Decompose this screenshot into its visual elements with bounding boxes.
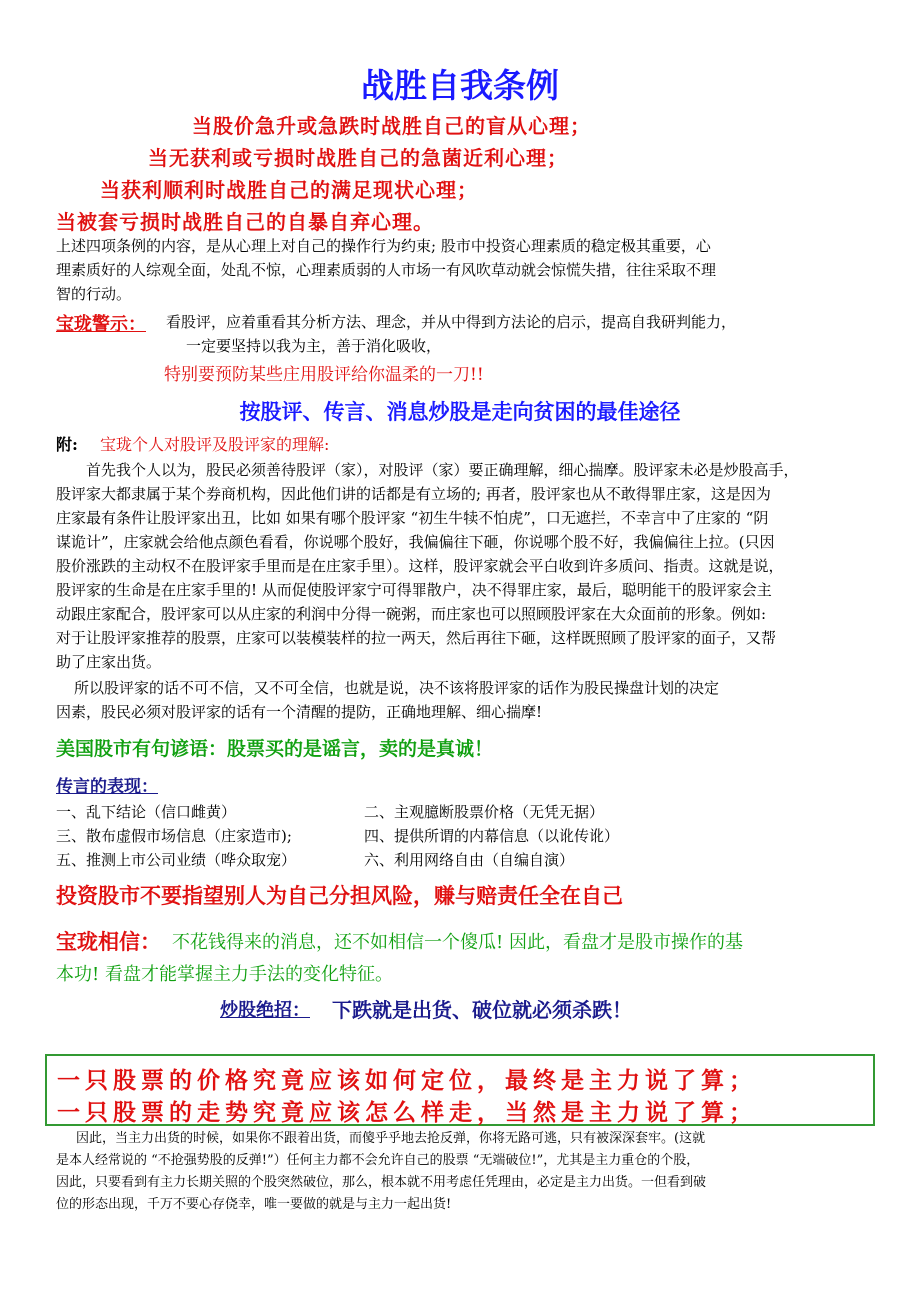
rule-3: 当获利顺利时战胜自己的满足现状心理； [100, 178, 478, 202]
essay-line-8: 对于让股评家推荐的股票，庄家可以装模装样的拉一两天，然后再往下砸，这样既照顾了股评家的面子，又帮 [56, 629, 777, 647]
essay-line-7: 动跟庄家配合，股评家可以从庄家的利润中分得一碗粥，而庄家也可以照顾股评家在大众面前的形象。例如: [56, 605, 767, 623]
rule-1: 当股价急升或急跌时战胜自己的盲从心理； [192, 114, 591, 138]
us-proverb: 美国股市有句谚语：股票买的是谣言，卖的是真诚！ [56, 738, 494, 760]
final-line-2: 是本人经常说的 “不抢强势股的反弹!”）任何主力都不会允许自己的股票 “无端破位!”，尤其是主力重仓的个股， [56, 1153, 700, 1168]
belief-line-2: 本功! 看盘才能掌握主力手法的变化特征。 [56, 964, 393, 985]
rumor-label: 传言的表现： [56, 777, 158, 797]
trick-text: 下跌就是出货、破位就必须杀跌！ [332, 998, 632, 1022]
rumor-item-3: 三、散布虚假市场信息（庄家造市); [56, 827, 292, 845]
essay-line-2: 股评家大都隶属于某个券商机构，因此他们讲的话都是有立场的; 再者，股评家也从不敢得罪庄家，这是因为 [56, 485, 771, 503]
rule-2: 当无获利或亏损时战胜自己的急菌近利心理； [148, 146, 568, 170]
essay-line-1: 首先我个人以为，股民必须善待股评（家），对股评（家）要正确理解，细心揣摩。股评家未必是炒股高手， [86, 461, 799, 479]
warning-label: 宝珑警示： [56, 314, 146, 335]
box-line-1: 一只股票的价格究竟应该如何定位，最终是主力说了算； [57, 1068, 757, 1094]
rumor-item-2: 二、主观臆断股票价格（无凭无据） [364, 803, 605, 821]
intro-line-1: 上述四项条例的内容，是从心理上对自己的操作行为约束; 股市中投资心理素质的稳定极其重要，心 [56, 237, 711, 255]
essay-line-4: 谋诡计”，庄家就会给他点颜色看看，你说哪个股好，我偏偏往下砸，你说哪个股不好，我偏偏往上拉。(只因 [56, 533, 775, 551]
essay-line-6: 股评家的生命是在庄家手里的! 从而促使股评家宁可得罪散户，决不得罪庄家，最后，聪明能干的股评家会主 [56, 581, 772, 599]
box-line-2: 一只股票的走势究竟应该怎么样走，当然是主力说了算； [57, 1100, 757, 1126]
intro-line-3: 智的行动。 [56, 285, 132, 303]
trick-label: 炒股绝招： [220, 1000, 310, 1021]
intro-line-2: 理素质好的人综观全面，处乱不惊，心理素质弱的人市场一有风吹草动就会惊慌失措，往往采取不理 [56, 261, 717, 279]
appendix-title: 宝珑个人对股评及股评家的理解: [100, 435, 330, 454]
risk-heading: 投资股市不要指望别人为自己分担风险，赚与赔责任全在自己 [56, 884, 623, 908]
rumor-item-4: 四、提供所谓的内幕信息（以讹传讹） [364, 827, 620, 845]
warning-line-1: 看股评，应着重看其分析方法、理念，并从中得到方法论的启示，提高自我研判能力， [166, 313, 737, 331]
essay-line-9: 助了庄家出货。 [56, 653, 162, 671]
page-title: 战胜自我条例 [361, 66, 559, 105]
belief-line-1: 不花钱得来的消息，还不如相信一个傻瓜! 因此，看盘才是股市操作的基 [172, 932, 743, 953]
rumor-item-5: 五、推测上市公司业绩（哗众取宠） [56, 851, 297, 869]
warning-line-3: 特别要预防某些庄用股评给你温柔的一刀!! [164, 365, 484, 385]
final-line-4: 位的形态出现，千万不要心存侥幸，唯一要做的就是与主力一起出货! [56, 1197, 452, 1212]
final-line-1: 因此，当主力出货的时候，如果你不跟着出货，而傻乎乎地去抢反弹，你将无路可逃，只有被深深套牢。(这就 [76, 1131, 706, 1146]
rumor-heading: 按股评、传言、消息炒股是走向贫困的最佳途径 [239, 400, 681, 424]
conclusion-line-1: 所以股评家的话不可不信，又不可全信，也就是说，决不该将股评家的话作为股民操盘计划的决定 [74, 679, 720, 697]
rule-4: 当被套亏损时战胜自己的自暴自弃心理。 [56, 210, 434, 234]
essay-line-5: 股价涨跌的主动权不在股评家手里而是在庄家手里）。这样，股评家就会平白收到许多质问、指责。这就是说， [56, 557, 784, 575]
emphasis-box [45, 1054, 875, 1126]
final-line-3: 因此，只要看到有主力长期关照的个股突然破位，那么，根本就不用考虑任凭理由，必定是主力出货。一但看到破 [56, 1175, 707, 1190]
rumor-item-6: 六、利用网络自由（自编自演） [364, 851, 575, 869]
rumor-item-1: 一、乱下结论（信口雌黄） [56, 803, 237, 821]
essay-line-3: 庄家最有条件让股评家出丑，比如 如果有哪个股评家 “初生牛犊不怕虎”，口无遮拦，不幸言中了庄家的 “阴 [56, 509, 769, 527]
warning-line-2: 一定要坚持以我为主，善于消化吸收， [186, 337, 442, 355]
belief-label: 宝珑相信： [56, 930, 161, 954]
appendix-prefix: 附: [56, 435, 78, 454]
conclusion-line-2: 因素，股民必须对股评家的话有一个清醒的提防，正确地理解、细心揣摩! [56, 703, 543, 721]
